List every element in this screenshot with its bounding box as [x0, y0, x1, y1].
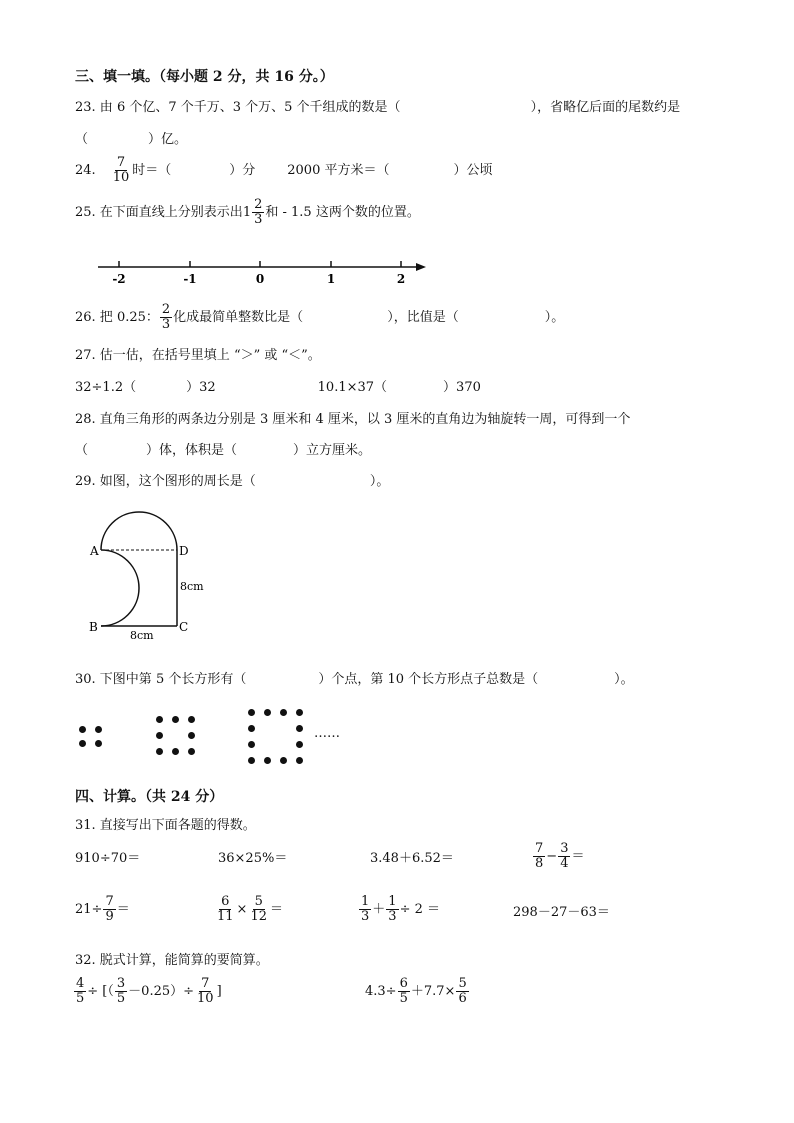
- dot: [95, 726, 102, 733]
- q28-part2: ）体，体积是（: [146, 443, 238, 458]
- operand: 4.3÷: [365, 983, 397, 999]
- q29-part1: 29. 如图，这个图形的周长是（: [75, 474, 256, 489]
- calc-36-times-25pct: 36×25%＝: [218, 851, 288, 866]
- bracket: ]: [216, 983, 222, 999]
- calc-fraction-plus-div: [358, 895, 440, 924]
- fraction: $\frac{6}{5}$: [399, 976, 408, 1006]
- question-25: [75, 198, 420, 227]
- expression-1: [73, 977, 222, 1006]
- dot: [172, 716, 179, 723]
- label-right-length: 8cm: [180, 580, 204, 593]
- tick-label: -2: [112, 272, 126, 286]
- question-32-text: 32. 脱式计算，能简算的要简算。: [75, 953, 269, 968]
- q26-part3: ），比值是（: [387, 309, 459, 325]
- dot: [172, 748, 179, 755]
- calc-298-minus: 298－27－63＝: [513, 905, 610, 920]
- fraction: $\frac{5}{12}$: [250, 894, 267, 924]
- equals: ＝: [270, 901, 284, 917]
- fraction: $\frac{3}{5}$: [116, 976, 126, 1006]
- tick-label: 1: [326, 272, 336, 286]
- dot: [156, 748, 163, 755]
- q23-part1: 23. 由 6 个亿、7 个千万、3 个万、5 个千组成的数是（: [75, 100, 401, 115]
- dot: [296, 757, 303, 764]
- fraction: $\frac{5}{6}$: [458, 976, 467, 1006]
- dot: [188, 732, 195, 739]
- dot: [248, 709, 255, 716]
- q24-fraction: $\frac{7}{10}$: [112, 155, 130, 185]
- q23-part2: ），省略亿后面的尾数约是: [530, 100, 681, 115]
- fraction: $\frac{6}{11}$: [217, 894, 234, 924]
- q30-part2: ）个点，第 10 个长方形点子总数是（: [318, 672, 539, 687]
- dot: [264, 757, 271, 764]
- dot: [248, 757, 255, 764]
- question-23-line1: [75, 100, 680, 116]
- operand: 21÷: [75, 901, 103, 917]
- label-c: C: [179, 620, 189, 634]
- section-4-title: 四、计算。（共 24 分）: [75, 789, 224, 805]
- operator: ×: [236, 901, 248, 917]
- question-31-text: 31. 直接写出下面各题的得数。: [75, 818, 256, 833]
- question-23-line2: [75, 132, 187, 148]
- tick-label: -1: [183, 272, 197, 286]
- q25-fraction: $\frac{2}{3}$: [254, 197, 263, 227]
- q28-part1: （: [75, 443, 89, 458]
- dot: [248, 725, 255, 732]
- fraction: $\frac{1}{3}$: [361, 894, 370, 924]
- q23-part4: ）亿。: [148, 132, 188, 147]
- calc-fraction-minus: [532, 842, 584, 871]
- perimeter-figure: [85, 500, 225, 645]
- question-27-items: [75, 380, 481, 396]
- top-semicircle: [101, 512, 177, 550]
- calc-348-plus-652: 3.48＋6.52＝: [370, 851, 454, 866]
- tick-label: 0: [255, 272, 265, 286]
- calc-fraction-times: [214, 895, 283, 924]
- equals: ＝: [116, 901, 130, 917]
- dot: [296, 725, 303, 732]
- q25-mixed-whole: 1: [242, 204, 252, 220]
- label-b: B: [89, 620, 98, 634]
- q30-part1: 30. 下图中第 5 个长方形有（: [75, 672, 247, 687]
- question-30: [75, 672, 634, 688]
- operator: −: [546, 848, 558, 864]
- fraction: $\frac{7}{10}$: [197, 976, 214, 1006]
- q24-part1: 时＝（: [132, 162, 172, 178]
- dot: [264, 709, 271, 716]
- dot: [248, 741, 255, 748]
- question-24: [75, 156, 493, 185]
- q27-a2: ）32: [186, 380, 216, 395]
- dot: [188, 748, 195, 755]
- question-29: [75, 474, 389, 490]
- dot: [296, 709, 303, 716]
- fraction: $\frac{7}{8}$: [535, 841, 544, 871]
- q30-part3: ）。: [614, 672, 634, 687]
- operator: －0.25）÷: [128, 983, 195, 999]
- question-28-line2: [75, 443, 371, 459]
- q29-part2: ）。: [369, 474, 390, 489]
- dot: [296, 741, 303, 748]
- fraction: $\frac{1}{3}$: [388, 894, 397, 924]
- dot: [156, 732, 163, 739]
- q27-b2: ）370: [443, 380, 481, 395]
- label-a: A: [90, 544, 99, 558]
- q28-part3: ）立方厘米。: [293, 443, 372, 458]
- q25-part1: 25. 在下面直线上分别表示出: [75, 204, 243, 220]
- dot: [79, 740, 86, 747]
- q26-part2: 化成最简单整数比是（: [173, 309, 304, 325]
- dot: [79, 726, 86, 733]
- number-line-arrow: [416, 263, 426, 271]
- q24-part4: ）公顷: [453, 162, 493, 178]
- calc-21-div-fraction: [75, 895, 130, 924]
- fraction: $\frac{4}{5}$: [76, 976, 85, 1006]
- operator: ÷ [（: [87, 983, 114, 999]
- dot: [280, 757, 287, 764]
- tick-label: 2: [396, 272, 406, 286]
- fraction: $\frac{3}{4}$: [560, 841, 569, 871]
- operator: ＋7.7×: [410, 983, 456, 999]
- dot: [188, 716, 195, 723]
- question-26: [75, 303, 564, 332]
- dot-ellipsis: ……: [314, 726, 340, 741]
- dot: [156, 716, 163, 723]
- q26-fraction: $\frac{2}{3}$: [161, 302, 171, 332]
- question-27-text: 27. 估一估，在括号里填上 “＞” 或 “＜”。: [75, 348, 321, 363]
- fraction: $\frac{7}{9}$: [105, 894, 114, 924]
- label-bottom-length: 8cm: [130, 629, 154, 642]
- q24-part3: 2000 平方米＝（: [287, 162, 390, 178]
- question-28-line1: 28. 直角三角形的两条边分别是 3 厘米和 4 厘米，以 3 厘米的直角边为轴旋转一周，可得到一个: [75, 412, 631, 427]
- q26-part4: ）。: [544, 309, 565, 325]
- q23-part3: （: [75, 132, 89, 147]
- section-3-title: 三、填一填。（每小题 2 分，共 16 分。）: [75, 69, 334, 85]
- number-line: [90, 255, 435, 290]
- dot: [280, 709, 287, 716]
- dot: [95, 740, 102, 747]
- left-semicircle: [101, 550, 139, 626]
- q24-num: 24.: [75, 162, 96, 178]
- q24-part2: ）分: [229, 162, 256, 178]
- q25-part2: 和 - 1.5 这两个数的位置。: [265, 204, 420, 220]
- q27-a1: 32÷1.2（: [75, 380, 137, 395]
- q26-part1: 26. 把 0.25：: [75, 309, 159, 325]
- equals: ＝: [571, 848, 585, 864]
- operator: ＋: [372, 901, 386, 917]
- expression-2: [365, 977, 470, 1006]
- label-d: D: [179, 544, 189, 558]
- operand: ÷ 2 ＝: [399, 901, 441, 917]
- calc-910-div-70: 910÷70＝: [75, 851, 141, 866]
- q27-b1: 10.1×37（: [317, 380, 388, 395]
